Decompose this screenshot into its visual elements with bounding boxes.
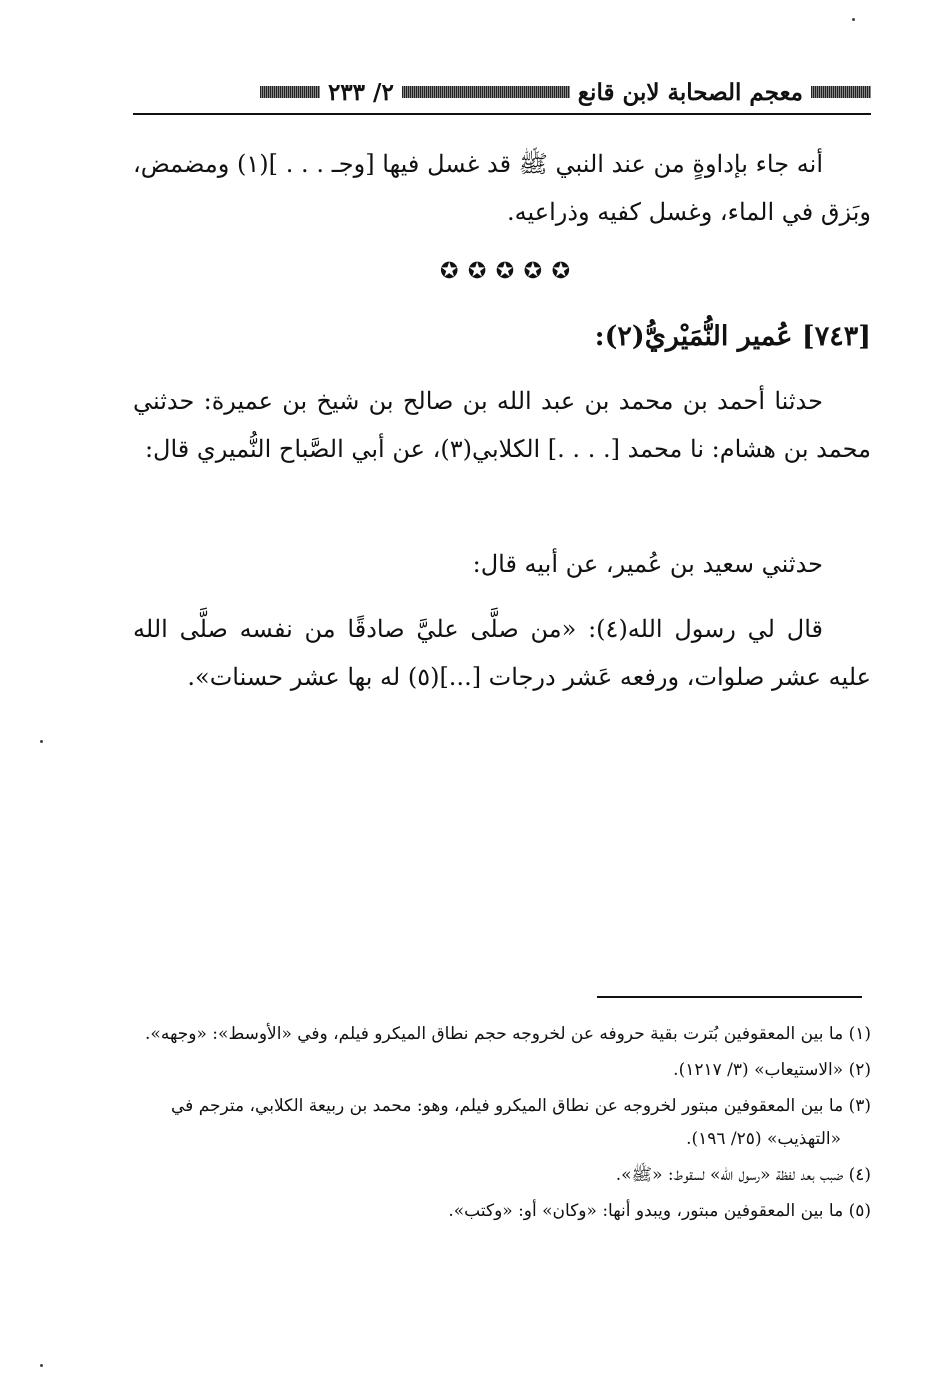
- star-ornament-icon: ✪: [495, 258, 515, 284]
- star-ornament-icon: ✪: [467, 258, 487, 284]
- paragraph-narration: حدثني سعيد بن عُمير، عن أبيه قال:: [472, 550, 823, 578]
- header-ornament: [260, 86, 320, 98]
- star-ornament-icon: ✪: [523, 258, 543, 284]
- scan-speck: [852, 18, 855, 21]
- paragraph-hadith-end: أنه جاء بإداوةٍ من عند النبي ﷺ قد غسل فيها [وجـ . . . ](١) ومضمض، وبَزق في الماء، وغسل كفيه وذراعيه.: [133, 150, 871, 226]
- header-ornament: [402, 86, 570, 98]
- running-header: [135, 72, 871, 112]
- header-rule: [133, 113, 871, 115]
- entry-heading: [٧٤٣] عُمير النُّمَيْريُّ(٢):: [594, 321, 871, 352]
- footnote-2: (٢) «الاستيعاب» (٣/ ١٢١٧).: [673, 1060, 871, 1080]
- scan-speck: [40, 740, 43, 743]
- paragraph-isnad: حدثنا أحمد بن محمد بن عبد الله بن صالح بن شيخ بن عميرة: حدثني محمد بن هشام: نا محمد [. . . .] الكلابي(٣)، عن أبي الصَّباح النُّميري قال:: [133, 387, 871, 463]
- footnote-rule: [597, 996, 862, 998]
- star-ornament-icon: ✪: [551, 258, 570, 284]
- footnotes: [133, 1018, 871, 1231]
- book-title: معجم الصحابة لابن قانع: [577, 78, 803, 106]
- footnote-1: (١) ما بين المعقوفين بُترت بقية حروفه عن لخروجه حجم نطاق الميكرو فيلم، وفي «الأوسط»: «وجهه».: [145, 1024, 871, 1044]
- star-ornament-icon: ✪: [440, 258, 459, 284]
- paragraph-hadith-text: قال لي رسول الله(٤): «من صلَّى عليَّ صادقًا من نفسه صلَّى الله عليه عشر صلوات، ورفعه عَشر درجات [...](٥) له بها عشر حسنات».: [133, 615, 871, 691]
- scan-speck: [40, 1364, 43, 1367]
- header-ornament: [811, 86, 871, 98]
- page-reference: ٢/ ٢٣٣: [327, 78, 394, 106]
- footnote-3: (٣) ما بين المعقوفين مبتور لخروجه عن نطاق الميكرو فيلم، وهو: محمد بن ربيعة الكلابي، مترجم في «التهذيب» (٢٥/ ١٩٦).: [171, 1096, 871, 1149]
- section-separator: [440, 258, 570, 284]
- footnote-4: (٤) ضبب بعد لفظة «رسول الله» لسقوط: «ﷺ».: [615, 1165, 871, 1185]
- footnote-5: (٥) ما بين المعقوفين مبتور، ويبدو أنها: «وكان» أو: «وكتب».: [448, 1201, 871, 1221]
